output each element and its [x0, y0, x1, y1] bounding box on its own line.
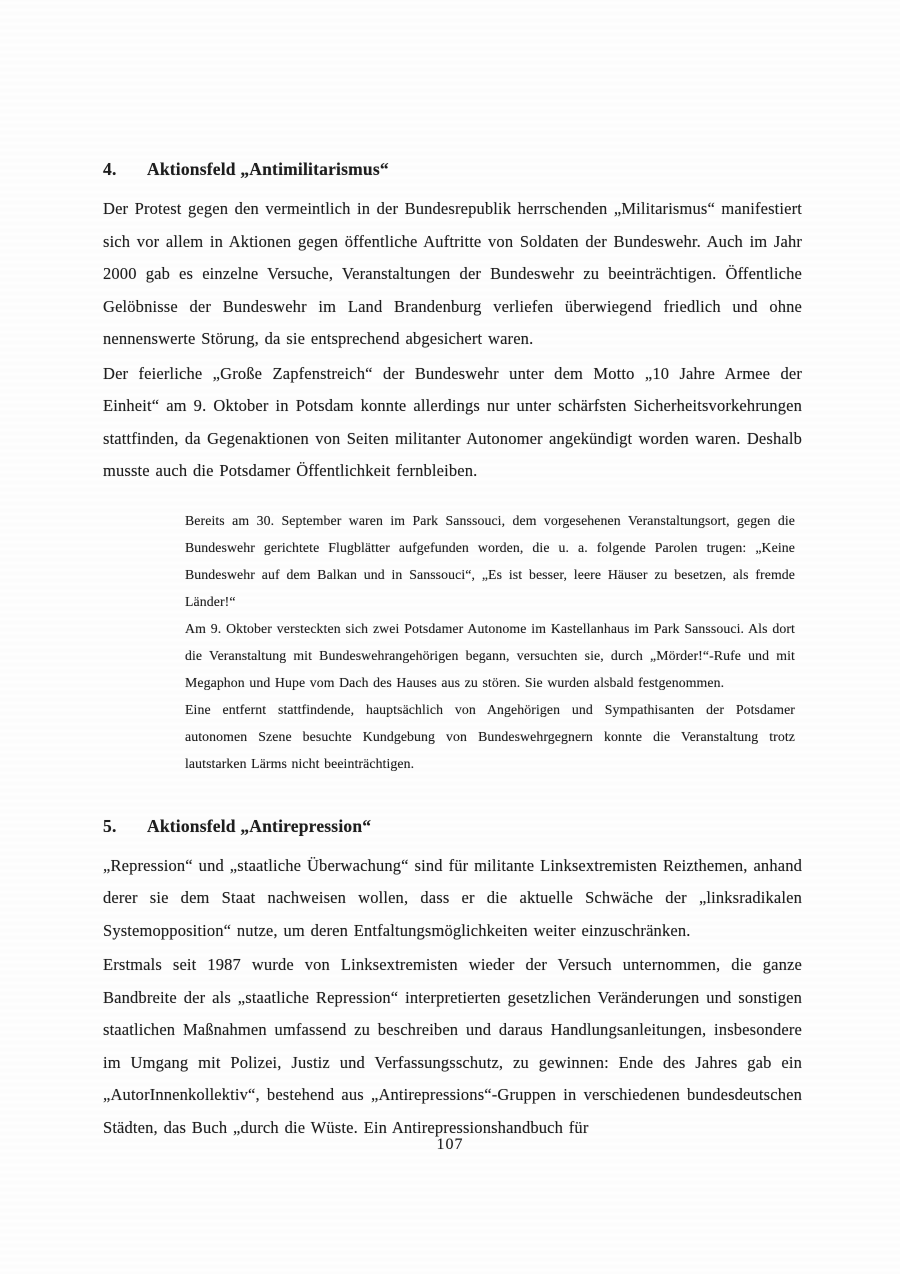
section-number: 4. [103, 159, 117, 179]
section-heading-antimilitarismus [103, 158, 802, 180]
indented-small-print-block [185, 507, 795, 777]
quote-paragraph: Am 9. Oktober versteckten sich zwei Potsdamer Autonome im Kastellanhaus im Park Sanssouci. Als dort die Veranstaltung mit Bundeswehrangehörigen begann, versuchten sie, durch „Mörder!“-Rufe und mit Megaphon und Hupe vom Dach des Hauses aus zu stören. Sie wurden alsbald festgenommen. [185, 620, 795, 690]
section-number: 5. [103, 815, 117, 836]
paragraph: Erstmals seit 1987 wurde von Linksextremisten wieder der Versuch unternommen, die ganze Bandbreite der als „staatliche Repression“ interpretierten gesetzlichen Veränderungen und sonstigen staatlichen Maßnahmen umfassend zu beschreiben und daraus Handlungsanleitungen, insbesondere im Umgang mit Polizei, Justiz und Verfassungsschutz, zu gewinnen: Ende des Jahres gab ein „AutorInnenkollektiv“, bestehend aus „Antirepressions“-Gruppen in verschiedenen bundesdeutschen Städten, das Buch „durch die Wüste. Ein Antirepressionshandbuch für [103, 955, 802, 1137]
page-number: 107 [436, 1136, 464, 1153]
section-title: Aktionsfeld „Antimilitarismus“ [147, 159, 389, 179]
quote-paragraph: Eine entfernt stattfindende, hauptsächlich von Angehörigen und Sympathisanten der Potsdamer autonomen Szene besuchte Kundgebung von Bundeswehrgegnern konnte die Veranstaltung trotz lautstarken Lärms nicht beeinträchtigen. [185, 701, 795, 771]
section-heading-antirepression [103, 815, 802, 837]
paragraph: „Repression“ und „staatliche Überwachung“ sind für militante Linksextremisten Reizthemen, anhand derer sie dem Staat nachweisen wollen, dass er die aktuelle Schwäche der „linksradikalen Systemopposition“ nutze, um deren Entfaltungsmöglichkeiten weiter einzuschränken. [103, 855, 802, 940]
paragraph: Der feierliche „Große Zapfenstreich“ der Bundeswehr unter dem Motto „10 Jahre Armee der Einheit“ am 9. Oktober in Potsdam konnte allerdings nur unter schärfsten Sicherheitsvorkehrungen stattfinden, da Gegenaktionen von Seiten militanter Autonomer angekündigt worden waren. Deshalb musste auch die Potsdamer Öffentlichkeit fernbleiben. [103, 363, 802, 480]
quote-paragraph: Bereits am 30. September waren im Park Sanssouci, dem vorgesehenen Veranstaltungsort, gegen die Bundeswehr gerichtete Flugblätter aufgefunden worden, die u. a. folgende Parolen trugen: „Keine Bundeswehr auf dem Balkan und in Sanssouci“, „Es ist besser, leere Häuser zu besetzen, als fremde Länder!“ [185, 512, 795, 609]
section-title: Aktionsfeld „Antirepression“ [147, 815, 372, 836]
page-content [103, 158, 802, 1146]
paragraph: Der Protest gegen den vermeintlich in der Bundesrepublik herrschenden „Militarismus“ manifestiert sich vor allem in Aktionen gegen öffentliche Auftritte von Soldaten der Bundeswehr. Auch im Jahr 2000 gab es einzelne Versuche, Veranstaltungen der Bundeswehr zu beeinträchtigen. Öffentliche Gelöbnisse der Bundeswehr im Land Brandenburg verliefen überwiegend friedlich und ohne nennenswerte Störung, da sie entsprechend abgesichert waren. [103, 199, 802, 348]
